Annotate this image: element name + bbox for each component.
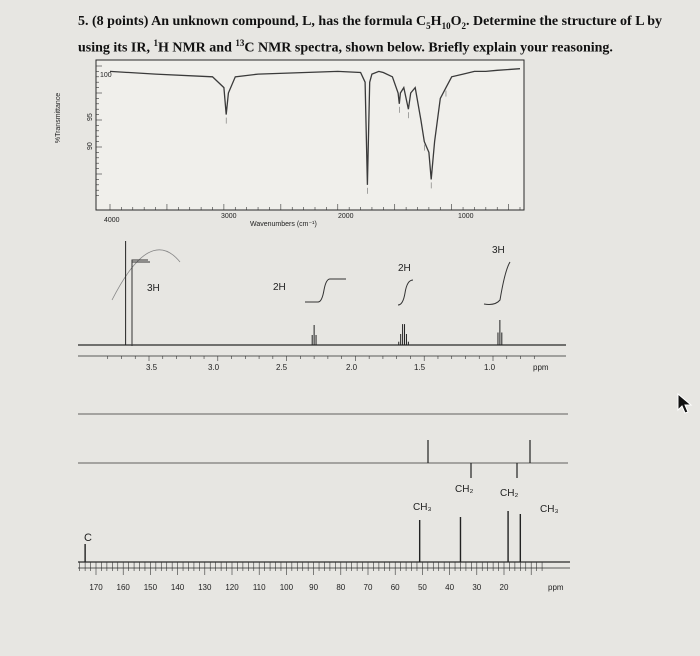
integration-label: 2H bbox=[273, 282, 286, 293]
c-tick-label: 160 bbox=[116, 583, 130, 592]
h-unit-label: ppm bbox=[533, 363, 549, 372]
c-tick-label: 100 bbox=[279, 583, 294, 592]
integral-curve bbox=[484, 262, 510, 305]
dept-label: CH₂ bbox=[455, 484, 474, 495]
ir-x-tick-label: 1000 bbox=[458, 213, 474, 220]
question-part: . Determine the structure of L by using its IR, bbox=[78, 14, 663, 56]
mouse-pointer-icon bbox=[676, 392, 694, 414]
integral-curve bbox=[305, 279, 346, 302]
h-nmr-x-ticks bbox=[108, 356, 535, 361]
c-tick-label: 50 bbox=[417, 583, 427, 592]
c-nmr-peaks bbox=[85, 511, 520, 562]
question-part: An unknown compound, L, has the formula C bbox=[151, 14, 427, 29]
c-tick-label: 70 bbox=[363, 583, 373, 592]
h-tick-label: 2.0 bbox=[346, 363, 358, 372]
ir-y-tick-label: 90 bbox=[87, 142, 94, 150]
c-unit-label: ppm bbox=[548, 583, 564, 592]
c-tick-label: 60 bbox=[390, 583, 400, 592]
integration-label: 3H bbox=[147, 283, 160, 294]
ir-frame bbox=[96, 60, 524, 210]
ir-x-tick-label: 3000 bbox=[221, 213, 237, 220]
c-tick-label: 140 bbox=[170, 583, 185, 592]
c-tick-label: 20 bbox=[499, 583, 509, 592]
h-tick-label: 1.0 bbox=[484, 363, 496, 372]
c-tick-label: 130 bbox=[198, 583, 212, 592]
ir-x-tick-label: 4000 bbox=[104, 217, 120, 224]
dept-label: CH₃ bbox=[540, 504, 559, 515]
c-label: C bbox=[84, 532, 92, 544]
h-tick-label: 3.0 bbox=[208, 363, 220, 372]
ir-y-tick-label: 100 bbox=[100, 72, 112, 79]
dept-label: CH₃ bbox=[413, 502, 432, 513]
integration-label: 3H bbox=[492, 245, 505, 256]
c-nmr-x-ticks bbox=[80, 562, 542, 575]
ir-spectrum bbox=[55, 60, 524, 228]
integral-curve bbox=[132, 260, 150, 346]
c-tick-label: 170 bbox=[89, 583, 103, 592]
ir-x-axis-label: Wavenumbers (cm⁻¹) bbox=[250, 221, 317, 228]
h-tick-label: 2.5 bbox=[276, 363, 288, 372]
ir-x-tick-label: 2000 bbox=[338, 213, 354, 220]
question-part: O bbox=[450, 14, 462, 29]
c-tick-label: 90 bbox=[309, 583, 319, 592]
c-nmr-spectrum bbox=[78, 414, 570, 592]
ir-y-axis-label: %Transmittance bbox=[55, 92, 62, 144]
h-nmr-spectrum bbox=[78, 241, 566, 372]
formula-subscript: 2 bbox=[461, 20, 466, 31]
c-tick-label: 80 bbox=[336, 583, 346, 592]
c-nmr-tick-labels bbox=[89, 583, 509, 592]
integral-curve bbox=[398, 280, 413, 305]
c-tick-label: 40 bbox=[445, 583, 455, 592]
formula-subscript: 10 bbox=[441, 20, 451, 31]
isotope-superscript: 1 bbox=[153, 37, 158, 48]
h-nmr-pen-mark bbox=[112, 250, 180, 300]
h-tick-label: 3.5 bbox=[146, 363, 158, 372]
integration-label: 2H bbox=[398, 263, 411, 274]
h-tick-label: 1.5 bbox=[414, 363, 426, 372]
ir-y-tick-label: 95 bbox=[87, 113, 94, 121]
h-nmr-peaks bbox=[126, 241, 502, 345]
question-part: C NMR spectra, shown below. Briefly explain your reasoning. bbox=[244, 40, 613, 56]
question-points: 5. (8 points) bbox=[78, 14, 149, 29]
c-tick-label: 120 bbox=[225, 583, 239, 592]
formula-subscript: 5 bbox=[426, 20, 431, 31]
isotope-superscript: 13 bbox=[235, 37, 245, 48]
c-tick-label: 110 bbox=[252, 583, 266, 592]
question-part: H bbox=[430, 14, 442, 29]
c-tick-label: 150 bbox=[143, 583, 158, 592]
question-part: H NMR and bbox=[157, 40, 236, 56]
dept-label: CH₂ bbox=[500, 488, 519, 499]
c-tick-label: 30 bbox=[472, 583, 482, 592]
